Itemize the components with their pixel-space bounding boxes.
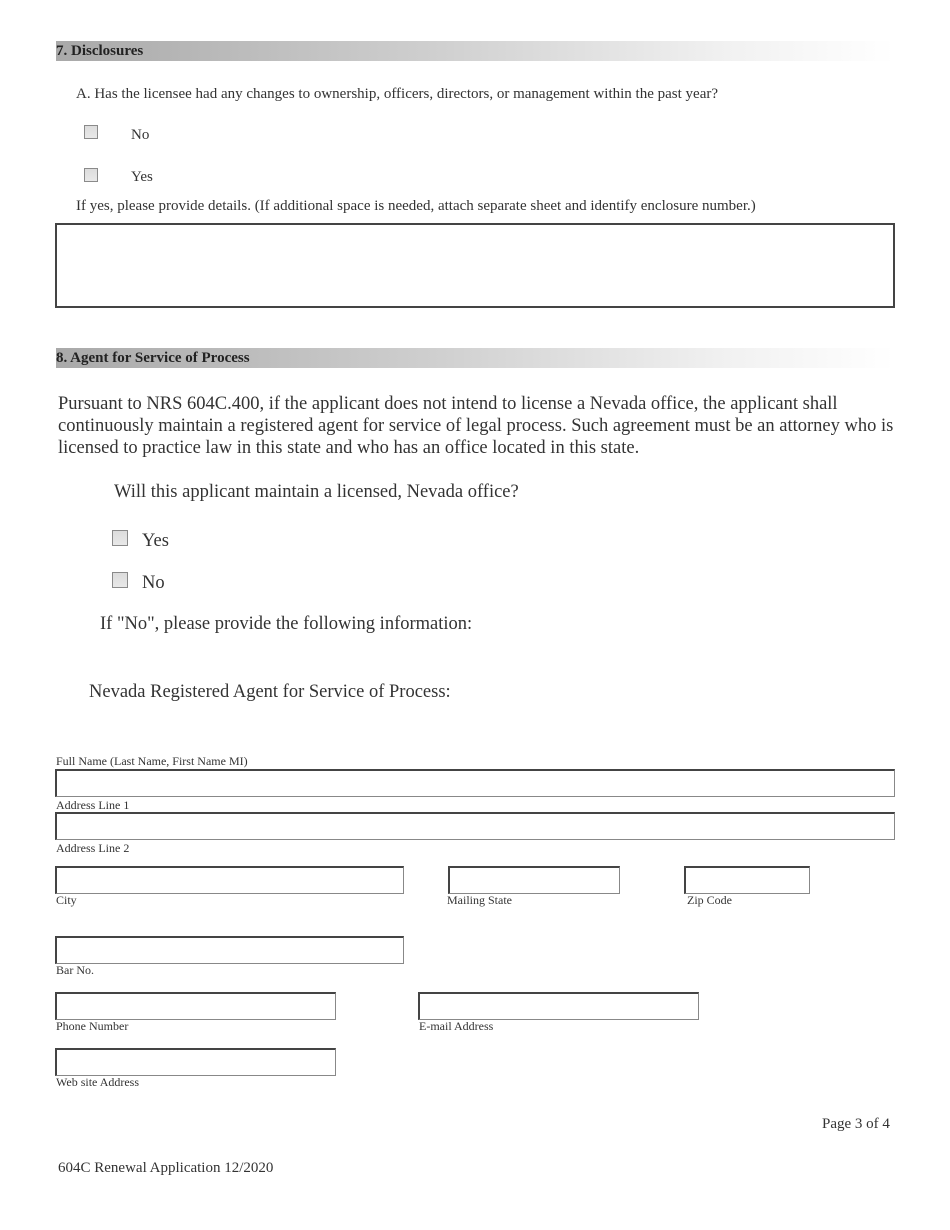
nrs-paragraph: Pursuant to NRS 604C.400, if the applicant does not intend to license a Nevada office, the applicant shall continuously maintain a registered agent for service of legal process. Such agreement must be an attorney who is licensed to practice law in this state and who has an office located in this state. bbox=[58, 394, 894, 458]
registered-agent-heading: Nevada Registered Agent for Service of Process: bbox=[89, 682, 451, 702]
mailing-state-label: Mailing State bbox=[447, 893, 512, 907]
disclosure-no-checkbox[interactable] bbox=[84, 125, 98, 139]
city-input[interactable] bbox=[55, 936, 404, 964]
page-number: Page 3 of 4 bbox=[822, 1116, 890, 1132]
phone-number-label: Phone Number bbox=[56, 1019, 129, 1033]
full-name-label: Full Name (Last Name, First Name MI) bbox=[56, 754, 248, 768]
zip-code-input[interactable] bbox=[684, 866, 810, 894]
website-address-label: Web site Address bbox=[56, 1075, 140, 1089]
address-line-1-label: Address Line 1 bbox=[56, 798, 130, 812]
mailing-state-input[interactable] bbox=[448, 866, 620, 894]
nevada-office-question: Will this applicant maintain a licensed, Nevada office? bbox=[114, 482, 519, 502]
phone-number-input[interactable] bbox=[55, 1048, 336, 1076]
office-yes-label: Yes bbox=[142, 531, 169, 551]
disclosure-no-label: No bbox=[131, 127, 150, 143]
address-line-1-input[interactable] bbox=[55, 812, 895, 840]
details-prompt: If yes, please provide details. (If additional space is needed, attach separate sheet and identify enclosure number.) bbox=[76, 198, 756, 214]
disclosure-yes-checkbox[interactable] bbox=[84, 168, 98, 182]
office-no-label: No bbox=[142, 573, 165, 593]
bar-no-input[interactable] bbox=[55, 992, 336, 1020]
section-7-title: 7. Disclosures bbox=[56, 43, 144, 59]
address-line-2-label: Address Line 2 bbox=[56, 841, 130, 855]
address-line-2-input[interactable] bbox=[55, 866, 404, 894]
email-input[interactable] bbox=[418, 992, 699, 1020]
if-no-instruction: If "No", please provide the following information: bbox=[100, 614, 473, 634]
office-yes-checkbox[interactable] bbox=[112, 530, 128, 546]
section-7-header bbox=[56, 41, 894, 61]
form-identifier: 604C Renewal Application 12/2020 bbox=[58, 1160, 274, 1176]
disclosure-yes-label: Yes bbox=[131, 169, 153, 185]
zip-code-label: Zip Code bbox=[687, 893, 732, 907]
question-a-text: A. Has the licensee had any changes to ownership, officers, directors, or management within the past year? bbox=[76, 86, 719, 102]
section-8-title: 8. Agent for Service of Process bbox=[56, 350, 250, 366]
section-8-header bbox=[56, 348, 894, 368]
office-no-checkbox[interactable] bbox=[112, 572, 128, 588]
full-name-input[interactable] bbox=[55, 769, 895, 797]
city-label: City bbox=[56, 893, 77, 907]
disclosure-details-textarea[interactable] bbox=[55, 223, 895, 308]
email-address-label: E-mail Address bbox=[419, 1019, 494, 1033]
bar-no-label: Bar No. bbox=[56, 963, 94, 977]
